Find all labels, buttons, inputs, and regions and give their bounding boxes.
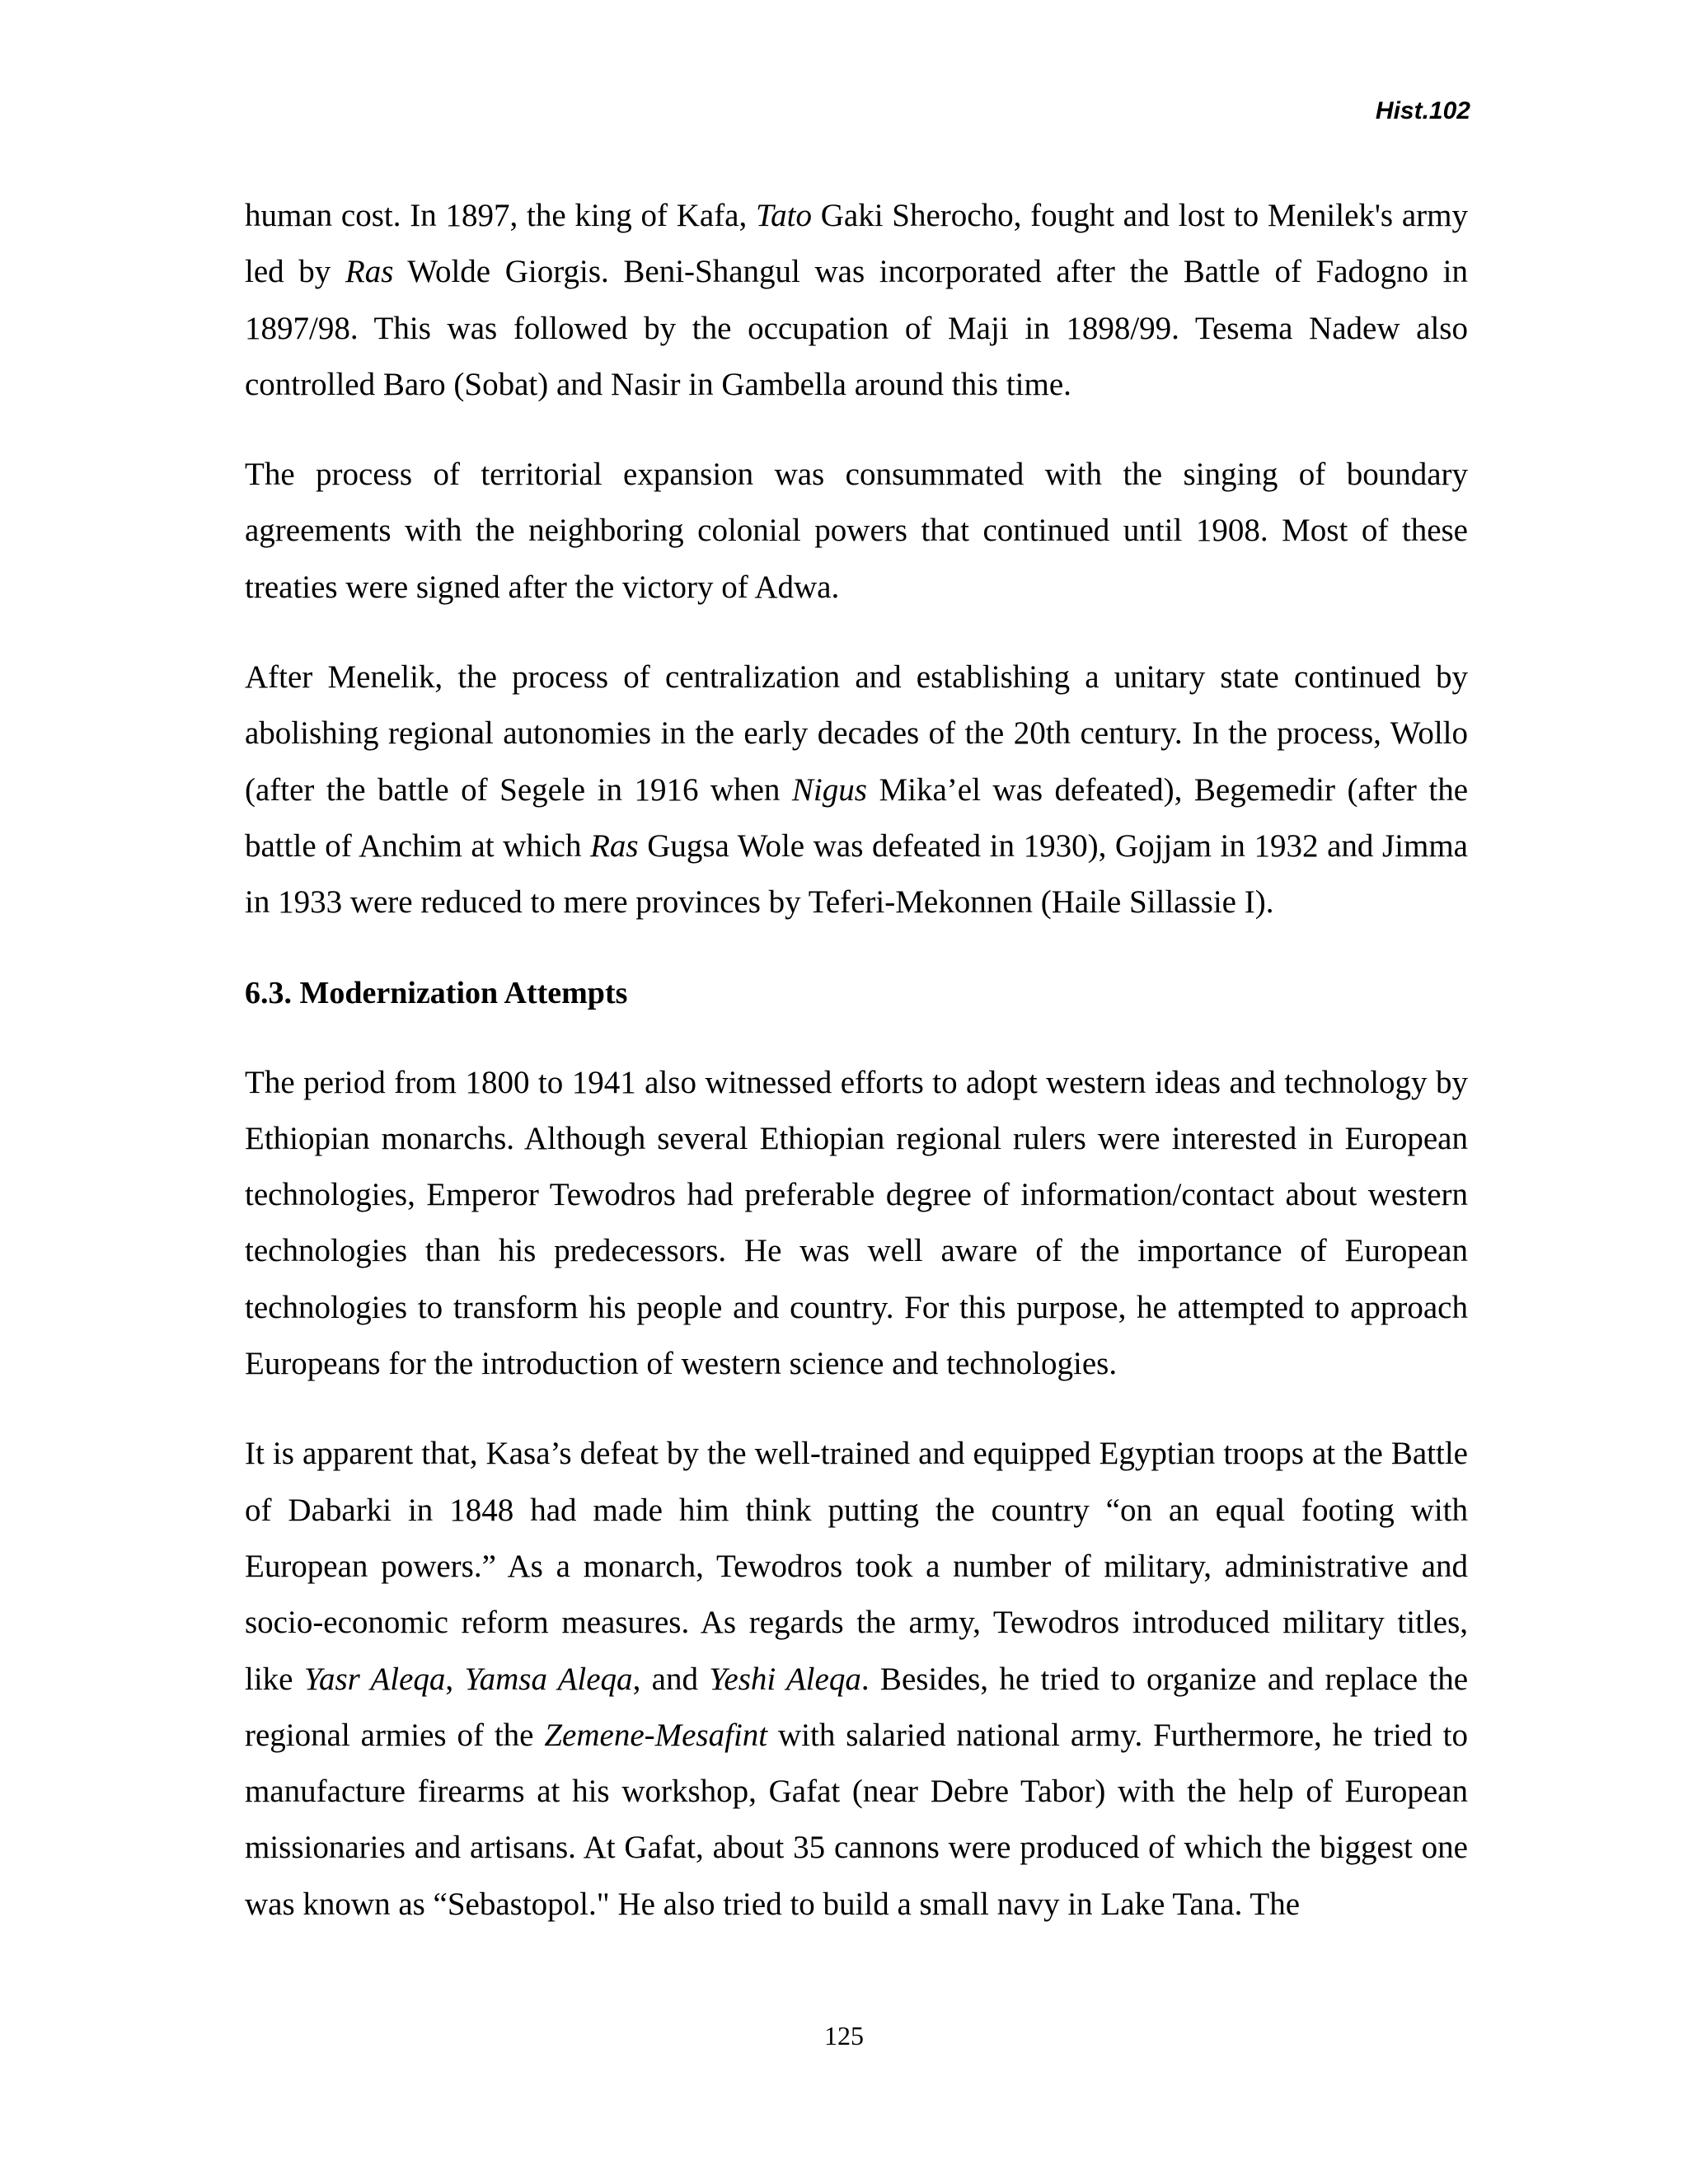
italic-term: Yasr Aleqa [303,1661,446,1697]
text-run: human cost. In 1897, the king of Kafa, [245,198,757,233]
paragraph [245,1055,1468,1393]
text-run: The period from 1800 to 1941 also witnessed efforts to adopt western ideas and technology by Ethiopian monarchs. Although several Ethiopian regional rulers were interested in European technologies, Emperor Tewodros had preferable degree of information/contact about western technologies than his predecessors. He was well aware of the importance of European technologies to transform his people and country. For this purpose, he attempted to approach Europeans for the introduction of western science and technologies. [245,1064,1468,1382]
text-run: Mika’el was defeated), Begemedir (after the battle of Anchim at which [245,771,1468,864]
running-header: Hist.102 [1375,97,1470,124]
italic-term: Tato [756,198,812,233]
text-run: After Menelik, the process of centralization and establishing a unitary state continued by abolishing regional autonomies in the early decades of the 20th century. In the process, Wollo (after the battle of Segele in 1916 when [245,659,1468,808]
section-heading: 6.3. Modernization Attempts [245,975,628,1010]
intro-paragraphs [245,188,1468,931]
text-run: with salaried national army. Furthermore, he tried to manufacture firearms at his workshop, Gafat (near Debre Tabor) with the help of European missionaries and artisans. At Gafat, about 35 cannons were produced of which the biggest one was known as “Sebastopol." He also tried to build a small navy in Lake Tana. The [245,1717,1468,1922]
italic-term: Ras [345,254,394,290]
text-run: , and [632,1661,710,1697]
paragraph [245,188,1468,413]
body-text [245,188,1468,1966]
text-run: It is apparent that, Kasa’s defeat by the well-trained and equipped Egyptian troops at the Battle of Dabarki in 1848 had made him think putting the country “on an equal footing with European powers.” As a monarch, Tewodros took a number of military, administrative and socio-economic reform measures. As regards the army, Tewodros introduced military titles, like [245,1436,1468,1697]
text-run: . Besides, he tried to organize and replace the regional armies of the [245,1661,1469,1753]
text-run: The process of territorial expansion was consummated with the singing of boundary agreements with the neighboring colonial powers that continued until 1908. Most of these treaties were signed after the victory of Adwa. [245,457,1468,605]
italic-term: Zemene-Mesafint [544,1717,768,1753]
text-run: Wolde Giorgis. Beni-Shangul was incorporated after the Battle of Fadogno in 1897/98. This was followed by the occupation of Maji in 1898/99. Tesema Nadew also controlled Baro (Sobat) and Nasir in Gambella around this time. [245,254,1468,402]
italic-term: Yeshi Aleqa [709,1661,861,1697]
text-run: , [445,1661,465,1697]
page-number: 125 [824,2021,864,2050]
italic-term: Ras [590,827,639,864]
paragraph [245,649,1468,930]
section-paragraphs [245,1055,1468,1933]
italic-term: Nigus [791,771,867,808]
paragraph [245,1426,1468,1933]
paragraph [245,447,1468,616]
text-run: Gugsa Wole was defeated in 1930), Gojjam in 1932 and Jimma in 1933 were reduced to mere provinces by Teferi-Mekonnen (Haile Sillassie I). [245,827,1468,921]
italic-term: Yamsa Aleqa [464,1661,633,1697]
text-run: Gaki Sherocho, fought and lost to Menilek's army led by [245,198,1469,290]
